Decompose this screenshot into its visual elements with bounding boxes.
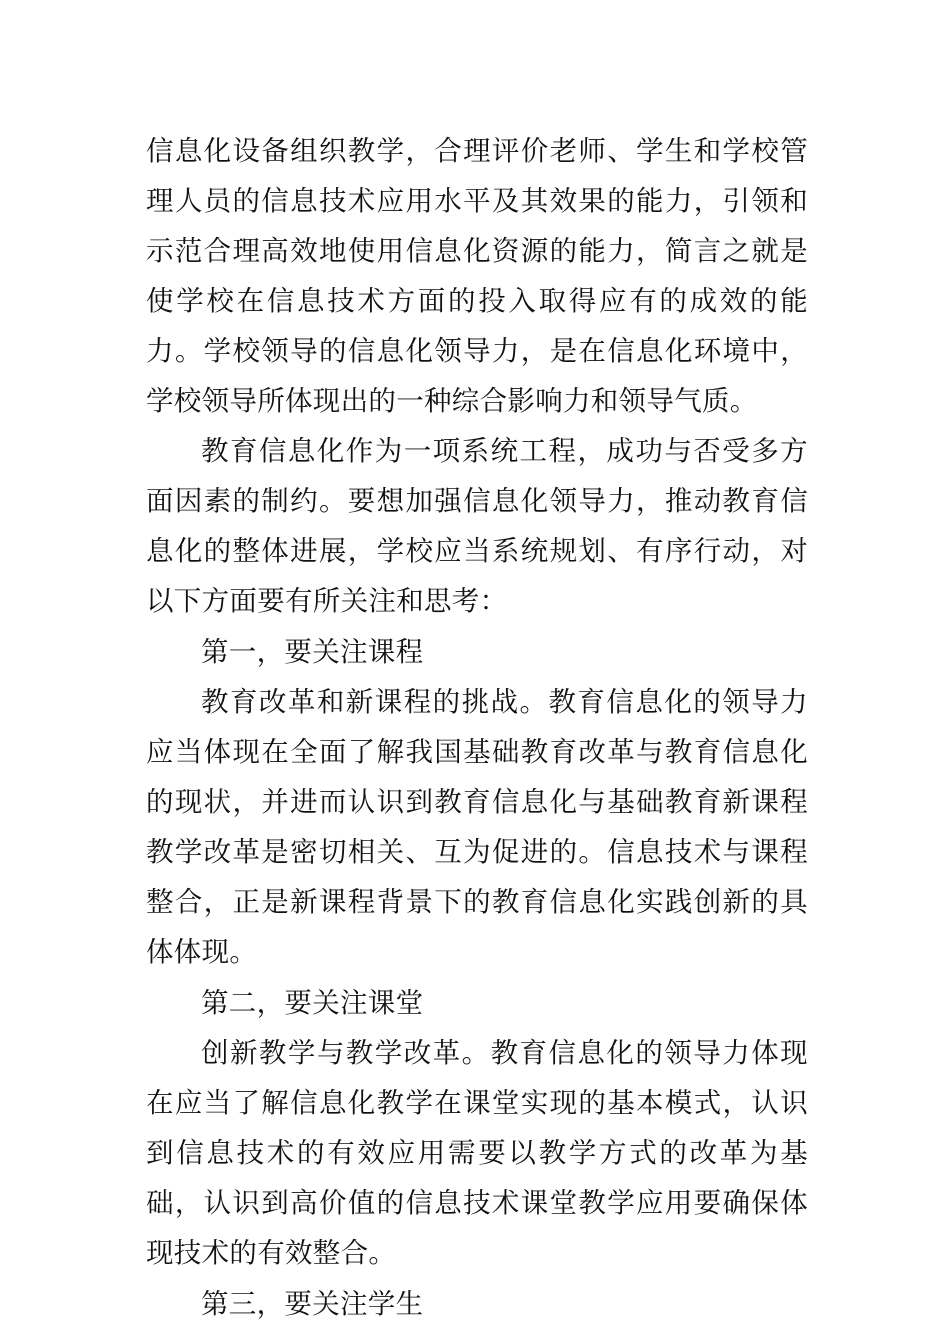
section-heading-curriculum: 第一，要关注课程 [201, 636, 424, 668]
paragraph-overview: 教育信息化作为一项系统工程，成功与否受多方面因素的制约。要想加强信息化领导力，推动教育信息化的整体进展，学校应当系统规划、有序行动，对以下方面要有所关注和思考： [146, 435, 808, 617]
document-body [146, 126, 808, 1329]
section-heading-classroom: 第二，要关注课堂 [201, 987, 424, 1019]
paragraph-continuation: 信息化设备组织教学，合理评价老师、学生和学校管理人员的信息技术应用水平及其效果的能力，引领和示范合理高效地使用信息化资源的能力，简言之就是使学校在信息技术方面的投入取得应有的成效的能力。学校领导的信息化领导力，是在信息化环境中，学校领导所体现出的一种综合影响力和领导气质。 [146, 135, 808, 417]
paragraph-classroom: 创新教学与教学改革。教育信息化的领导力体现在应当了解信息化教学在课堂实现的基本模式，认识到信息技术的有效应用需要以教学方式的改革为基础，认识到高价值的信息技术课堂教学应用要确保体现技术的有效整合。 [146, 1037, 808, 1269]
section-heading-students: 第三，要关注学生 [201, 1288, 424, 1320]
paragraph-curriculum: 教育改革和新课程的挑战。教育信息化的领导力应当体现在全面了解我国基础教育改革与教育信息化的现状，并进而认识到教育信息化与基础教育新课程教学改革是密切相关、互为促进的。信息技术与课程整合，正是新课程背景下的教育信息化实践创新的具体体现。 [146, 686, 808, 968]
